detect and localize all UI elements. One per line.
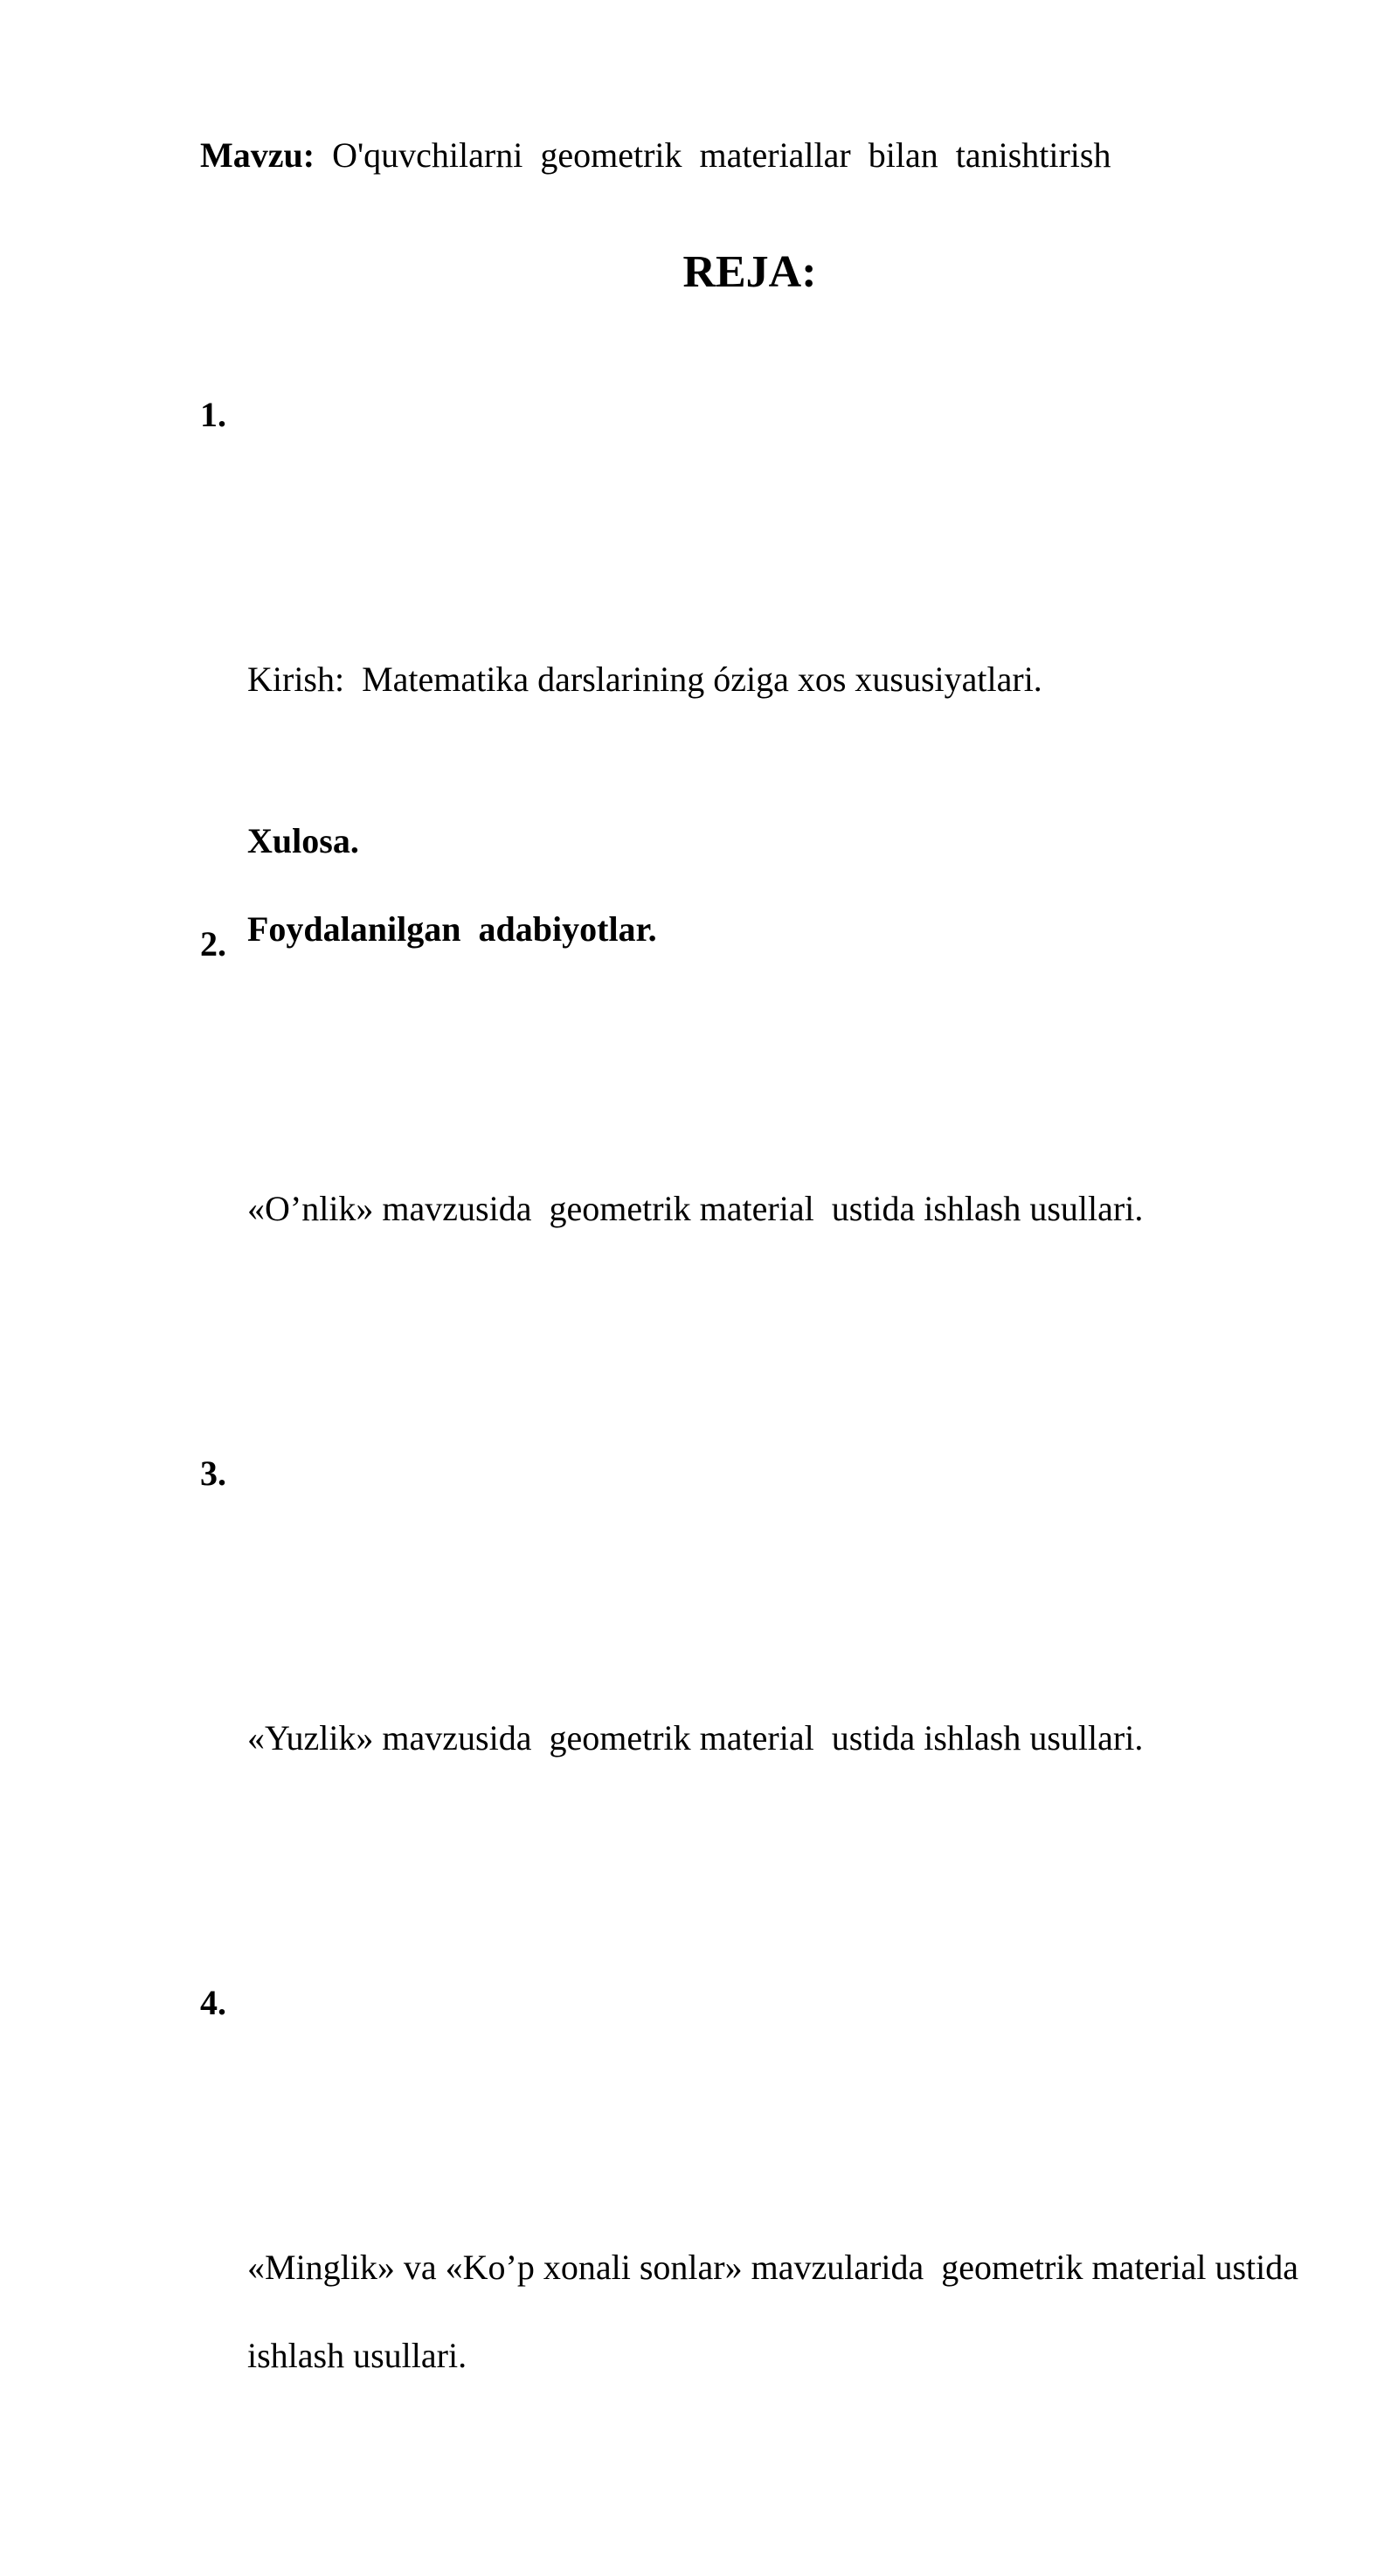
plan-item (200, 370, 1336, 900)
conclusion-heading: Xulosa. (247, 821, 359, 860)
plan-item-text: «O’nlik» mavzusida geometrik material ustida ishlash usullari. (247, 1189, 1144, 1228)
plan-item (200, 1429, 1336, 1958)
plan-title: REJA: (682, 247, 817, 297)
plan-item-number: 2. (200, 924, 226, 963)
plan-item-number: 4. (200, 1983, 226, 2022)
plan-item-number: 1. (200, 395, 226, 434)
plan-item-number: 3. (200, 1454, 226, 1493)
topic-text: O'quvchilarni geometrik materiallar bilan tanishtirish (332, 135, 1111, 175)
topic-label: Mavzu: (200, 135, 315, 175)
plan-item (200, 1958, 1336, 2576)
plan-item-text: Kirish: Matematika darslarining óziga xos xususiyatlari. (247, 660, 1042, 699)
plan-list (200, 370, 1336, 2576)
references-heading: Foydalanilgan adabiyotlar. (247, 909, 657, 949)
plan-item-text: «Yuzlik» mavzusida geometrik material ustida ishlash usullari. (247, 1718, 1144, 1758)
plan-item (200, 900, 1336, 1429)
topic-line (200, 131, 1111, 180)
plan-item-text: «Minglik» va «Ko’p xonali sonlar» mavzularida geometrik material ustida ishlash usullari. (247, 2248, 1308, 2375)
